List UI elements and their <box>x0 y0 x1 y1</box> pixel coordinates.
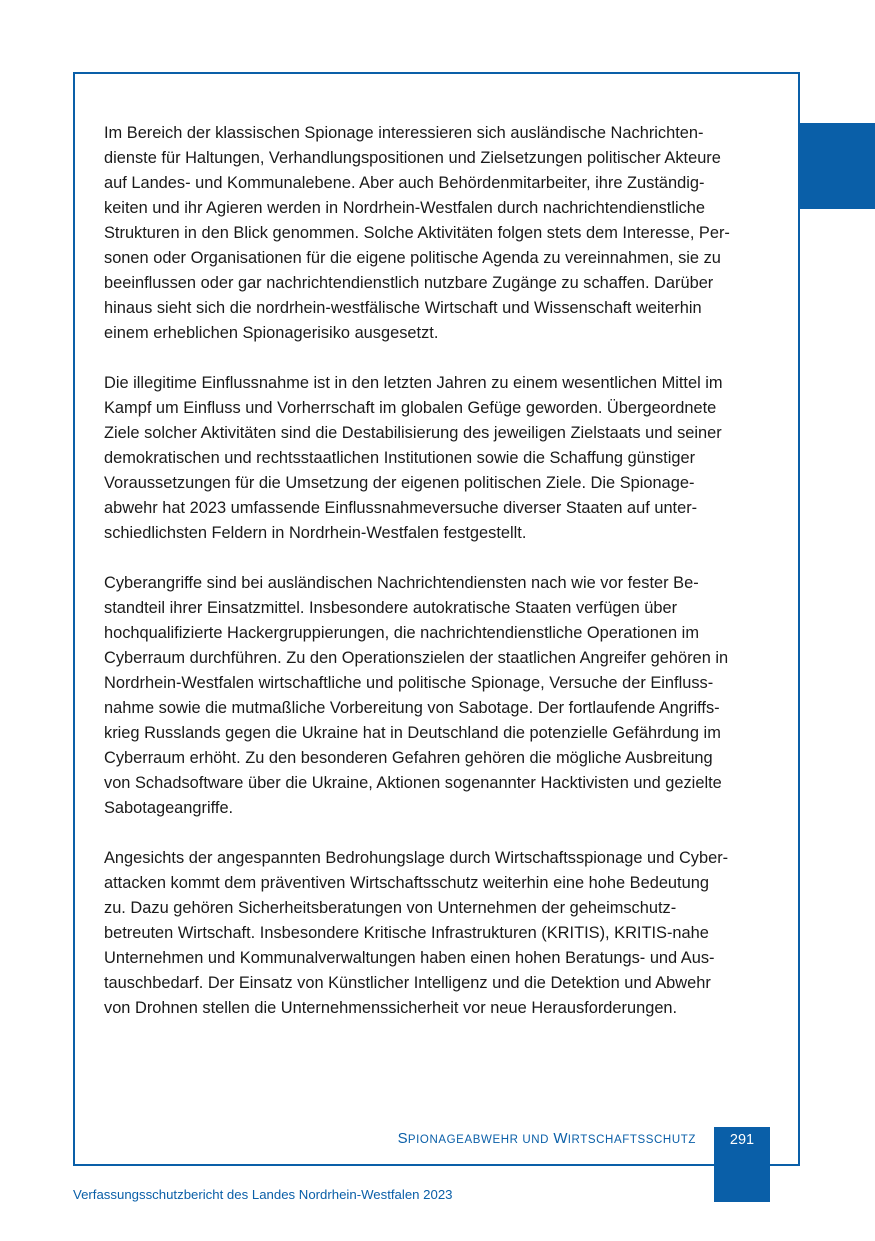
paragraph <box>104 571 768 821</box>
text-line: Cyberraum durchführen. Zu den Operationszielen der staatlichen Angreifer gehören in <box>104 649 729 667</box>
text-line: beeinflussen oder gar nachrichtendienstlich nutzbare Zugänge zu schaffen. Darüber <box>104 274 714 292</box>
text-line: Cyberraum erhöht. Zu den besonderen Gefahren gehören die mögliche Ausbreitung <box>104 749 713 767</box>
text-line: Strukturen in den Blick genommen. Solche Aktivitäten folgen stets dem Interesse, Per- <box>104 224 730 242</box>
text-line: Sabotageangriffe. <box>104 799 234 817</box>
text-line: zu. Dazu gehören Sicherheitsberatungen von Unternehmen der geheimschutz- <box>104 899 677 917</box>
chapter-tab-marker <box>799 123 875 209</box>
text-line: demokratischen und rechtsstaatlichen Institutionen sowie die Schaffung günstiger <box>104 449 696 467</box>
text-line: schiedlichsten Feldern in Nordrhein-Westfalen festgestellt. <box>104 524 527 542</box>
text-line: von Drohnen stellen die Unternehmenssicherheit vor neue Herausforderungen. <box>104 999 678 1017</box>
text-line: nahme sowie die mutmaßliche Vorbereitung von Sabotage. Der fortlaufende Angriffs- <box>104 699 720 717</box>
text-line: attacken kommt dem präventiven Wirtschaftsschutz weiterhin eine hohe Bedeutung <box>104 874 709 892</box>
text-line: keiten und ihr Agieren werden in Nordrhein-Westfalen durch nachrichtendienstliche <box>104 199 706 217</box>
text-line: Nordrhein-Westfalen wirtschaftliche und politische Spionage, Versuche der Einfluss- <box>104 674 714 692</box>
text-line: von Schadsoftware über die Ukraine, Aktionen sogenannter Hacktivisten und gezielte <box>104 774 722 792</box>
paragraph <box>104 846 768 1021</box>
text-line: Die illegitime Einflussnahme ist in den letzten Jahren zu einem wesentlichen Mittel im <box>104 374 723 392</box>
text-line: sonen oder Organisationen für die eigene politische Agenda zu vereinnahmen, sie zu <box>104 249 721 267</box>
document-footer: Verfassungsschutzbericht des Landes Nordrhein-Westfalen 2023 <box>73 1187 453 1202</box>
text-line: einem erheblichen Spionagerisiko ausgesetzt. <box>104 324 439 342</box>
text-line: Voraussetzungen für die Umsetzung der eigenen politischen Ziele. Die Spionage- <box>104 474 695 492</box>
text-line: hinaus sieht sich die nordrhein-westfälische Wirtschaft und Wissenschaft weiterhin <box>104 299 702 317</box>
text-line: dienste für Haltungen, Verhandlungspositionen und Zielsetzungen politischer Akteure <box>104 149 721 167</box>
running-title-initial: W <box>553 1130 568 1147</box>
page-number: 291 <box>729 1132 755 1148</box>
text-line: betreuten Wirtschaft. Insbesondere Kritische Infrastrukturen (KRITIS), KRITIS-nahe <box>104 924 709 942</box>
text-line: krieg Russlands gegen die Ukraine hat in Deutschland die potenzielle Gefährdung im <box>104 724 721 742</box>
text-line: abwehr hat 2023 umfassende Einflussnahmeversuche diverser Staaten auf unter- <box>104 499 698 517</box>
text-line: Cyberangriffe sind bei ausländischen Nachrichtendiensten nach wie vor fester Be- <box>104 574 699 592</box>
text-line: Im Bereich der klassischen Spionage interessieren sich ausländische Nachrichten- <box>104 124 704 142</box>
body-text <box>104 121 768 1046</box>
running-title-smallcaps: IRTSCHAFTSSCHUTZ <box>567 1134 696 1146</box>
paragraph <box>104 121 768 346</box>
text-line: Kampf um Einfluss und Vorherrschaft im globalen Gefüge geworden. Übergeordnete <box>104 399 717 417</box>
running-title-initial: S <box>397 1130 408 1147</box>
text-line: hochqualifizierte Hackergruppierungen, die nachrichtendienstliche Operationen im <box>104 624 699 642</box>
running-title-smallcaps: PIONAGEABWEHR UND <box>407 1134 550 1146</box>
paragraph <box>104 371 768 546</box>
text-line: Angesichts der angespannten Bedrohungslage durch Wirtschaftsspionage und Cyber- <box>104 849 729 867</box>
text-line: Ziele solcher Aktivitäten sind die Destabilisierung des jeweiligen Zielstaats und seiner <box>104 424 722 442</box>
text-line: auf Landes- und Kommunalebene. Aber auch Behördenmitarbeiter, ihre Zuständig- <box>104 174 705 192</box>
running-title <box>398 1130 696 1147</box>
text-line: tauschbedarf. Der Einsatz von Künstlicher Intelligenz und die Detektion und Abwehr <box>104 974 711 992</box>
page-number-tab <box>714 1127 770 1202</box>
text-line: Unternehmen und Kommunalverwaltungen haben einen hohen Beratungs- und Aus- <box>104 949 715 967</box>
text-line: standteil ihrer Einsatzmittel. Insbesondere autokratische Staaten verfügen über <box>104 599 678 617</box>
